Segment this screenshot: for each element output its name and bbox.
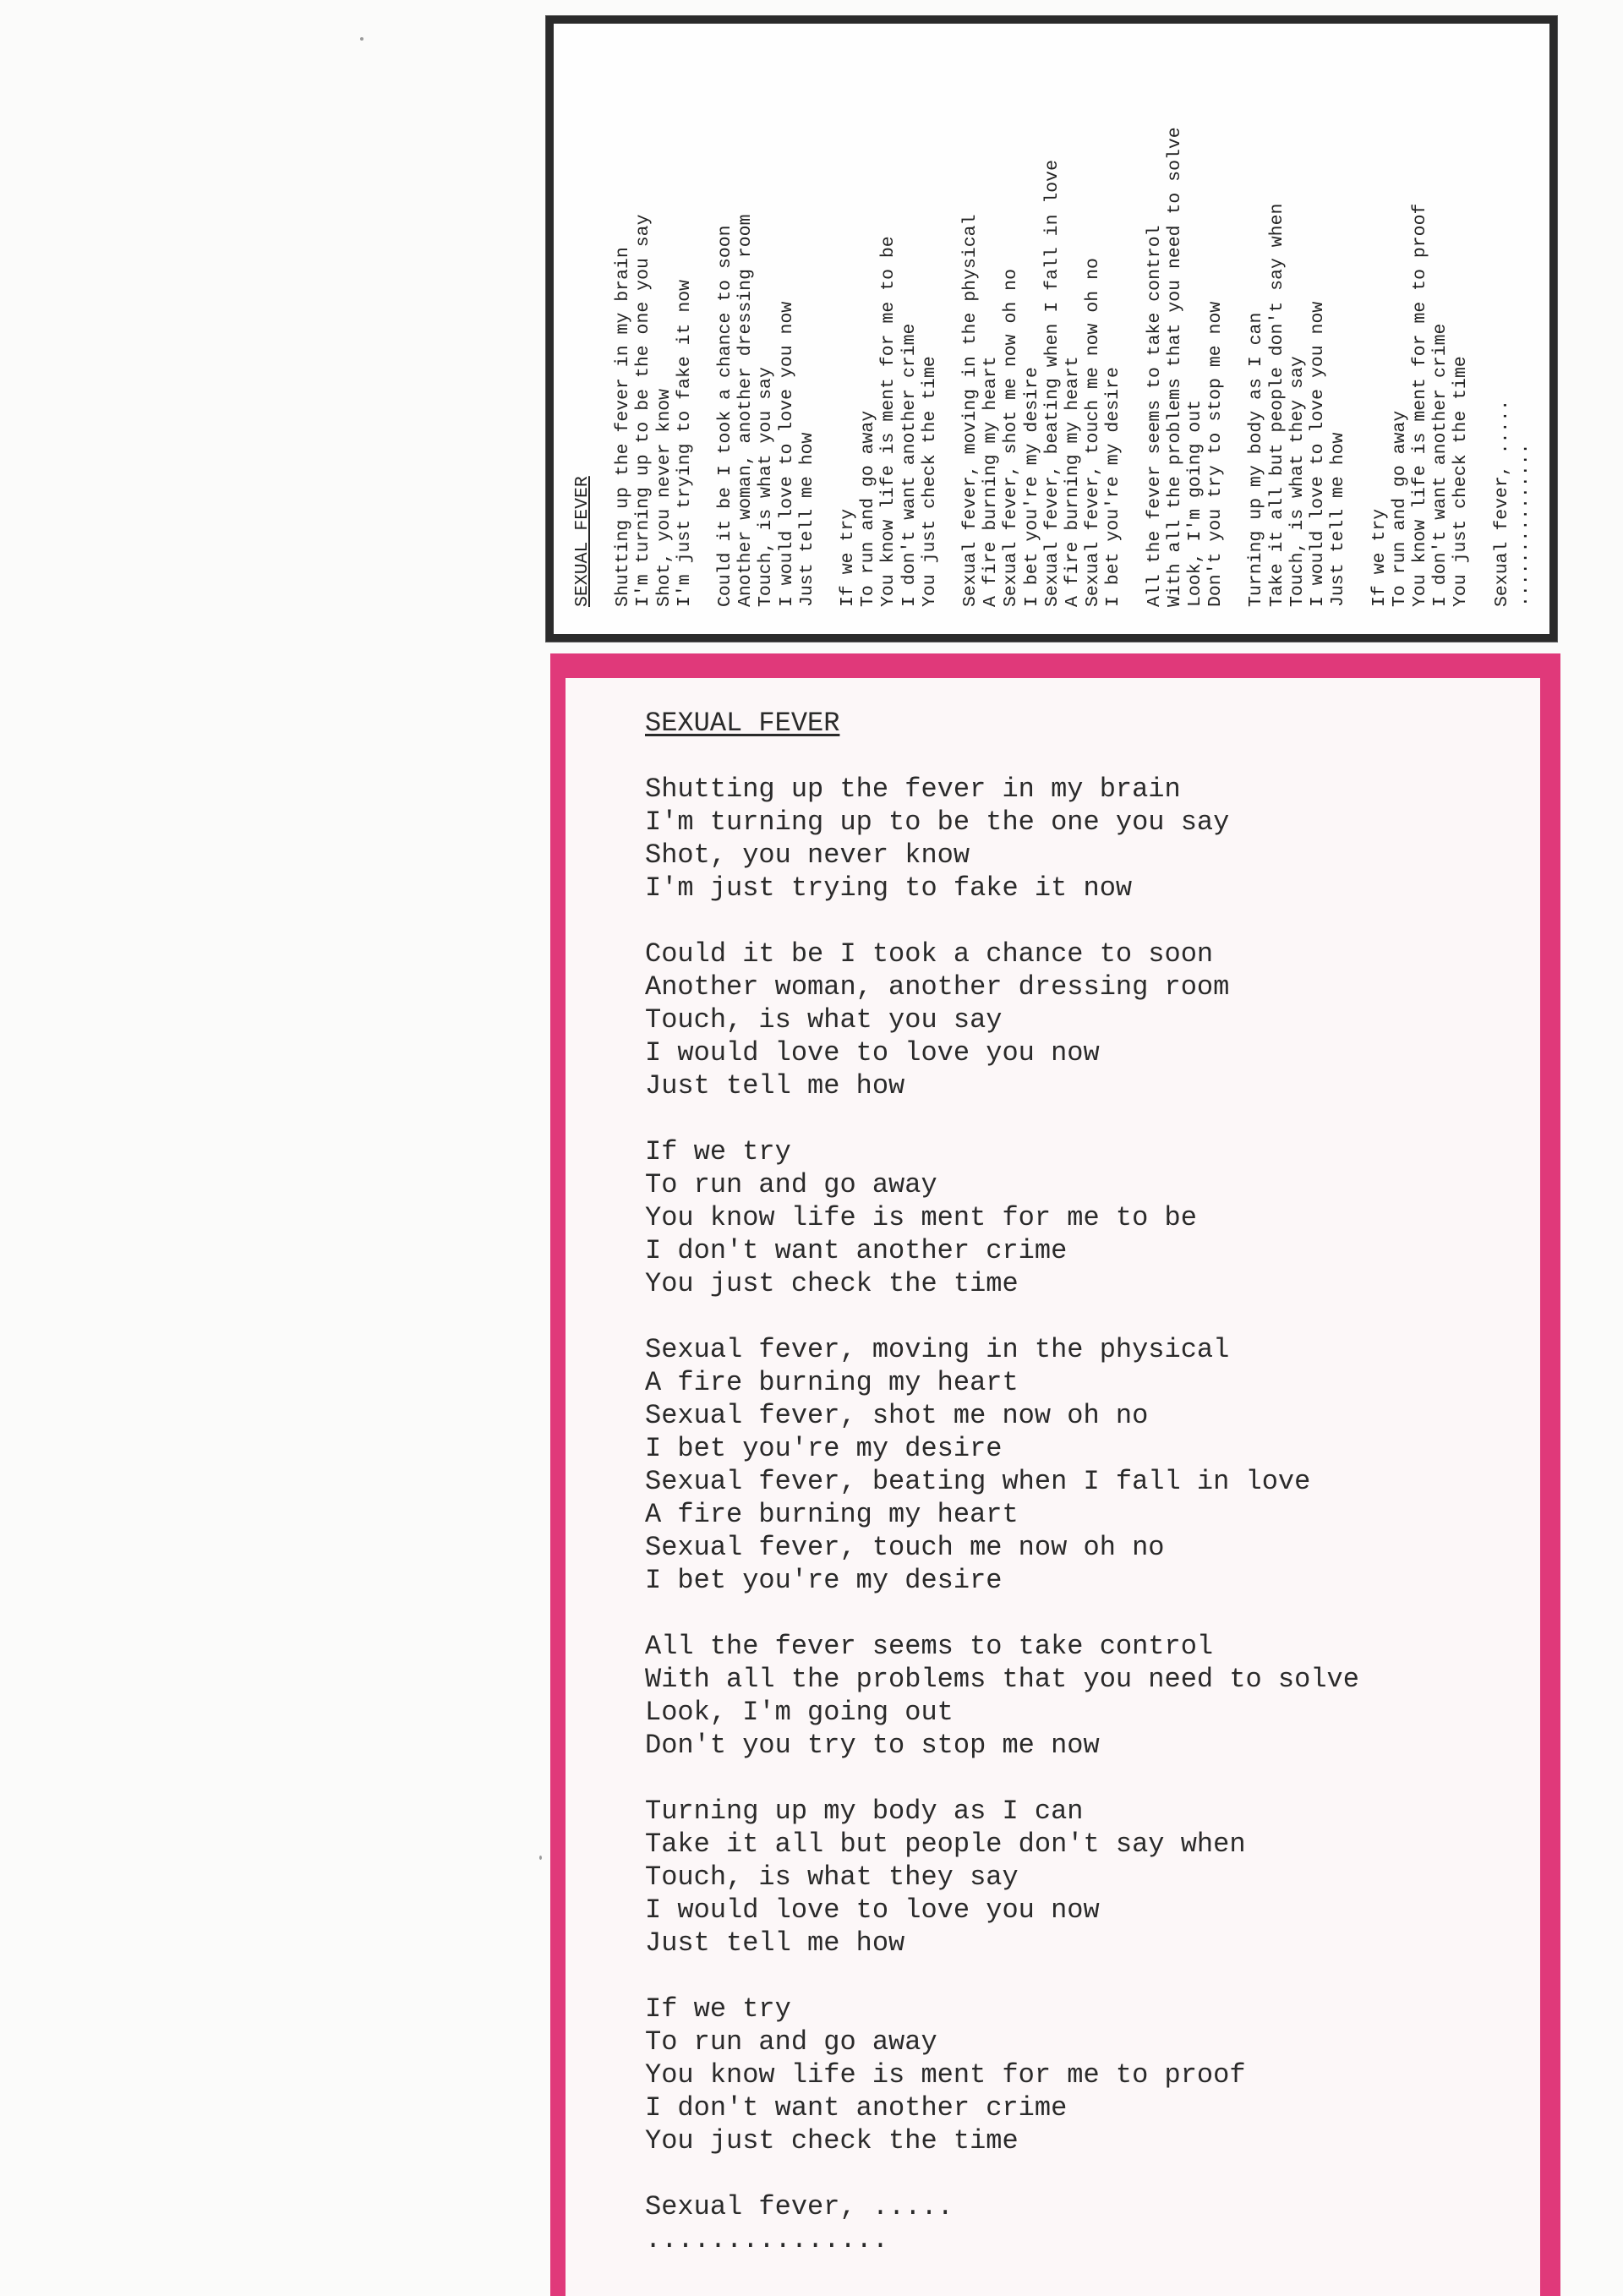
lyric-line: Sexual fever, shot me now oh no: [1001, 269, 1022, 607]
stanza: [645, 1795, 1359, 1960]
lyric-line: Sexual fever, touch me now oh no: [1083, 258, 1104, 607]
small-sheet-title: SEXUAL FEVER: [572, 476, 593, 607]
lyric-line: Just tell me how: [1328, 432, 1349, 607]
lyric-line: Just tell me how: [645, 1070, 905, 1102]
small-lyric-sheet: [546, 16, 1557, 642]
lyric-line: You know life is ment for me to be: [878, 236, 899, 607]
lyric-line: Look, I'm going out: [645, 1697, 954, 1728]
lyric-line: You just check the time: [919, 356, 940, 607]
lyric-line: Touch, is what you say: [645, 1004, 1003, 1036]
lyric-line: You just check the time: [645, 1268, 1019, 1299]
lyric-line: Shot, you never know: [645, 839, 970, 871]
lyric-line: Take it all but people don't say when: [645, 1829, 1246, 1860]
lyric-line: Shutting up the fever in my brain: [645, 774, 1181, 805]
lyric-line: ...............: [645, 2224, 889, 2255]
lyric-line: I would love to love you now: [776, 301, 797, 607]
stanza: [1145, 49, 1227, 607]
stanza: [645, 2190, 1359, 2256]
lyric-line: You just check the time: [645, 2125, 1019, 2157]
lyric-line: All the fever seems to take control: [645, 1631, 1214, 1662]
lyric-line: I bet you're my desire: [1021, 367, 1042, 607]
lyric-line: Turning up my body as I can: [645, 1796, 1084, 1827]
lyric-line: You know life is ment for me to proof: [645, 2059, 1246, 2091]
stanza: [960, 49, 1124, 607]
lyric-line: Sexual fever, beating when I fall in love: [1041, 160, 1063, 607]
lyric-line: With all the problems that you need to solve: [1164, 127, 1185, 607]
stanza: [1246, 49, 1348, 607]
stanza: [645, 1135, 1359, 1300]
lyric-line: Shot, you never know: [653, 388, 675, 607]
stanza: [613, 49, 695, 607]
lyric-line: Don't you try to stop me now: [645, 1730, 1100, 1761]
stanza: [645, 938, 1359, 1102]
lyric-line: Could it be I took a chance to soon: [645, 938, 1214, 970]
stanza: [838, 49, 940, 607]
lyric-line: Sexual fever, beating when I fall in love: [645, 1466, 1311, 1497]
lyric-line: I bet you're my desire: [645, 1433, 1003, 1464]
lyric-line: If we try: [645, 1993, 791, 2025]
lyric-line: Could it be I took a chance to soon: [715, 225, 736, 607]
lyric-line: A fire burning my heart: [981, 356, 1002, 607]
lyric-line: A fire burning my heart: [1063, 356, 1084, 607]
lyric-line: All the fever seems to take control: [1144, 225, 1165, 607]
lyric-line: Another woman, another dressing room: [645, 971, 1230, 1003]
lyric-line: Sexual fever, moving in the physical: [645, 1334, 1230, 1365]
lyric-line: ...............: [1511, 443, 1533, 607]
lyric-line: If we try: [838, 508, 859, 607]
lyric-line: Look, I'm going out: [1185, 399, 1206, 607]
lyric-line: You know life is ment for me to be: [645, 1202, 1197, 1233]
stanza: [1369, 49, 1472, 607]
lyric-line: If we try: [645, 1136, 791, 1167]
lyric-line: I'm just trying to fake it now: [645, 872, 1133, 904]
dust-speck: [539, 1856, 542, 1860]
lyric-line: I don't want another crime: [645, 2092, 1068, 2124]
lyric-line: Sexual fever, moving in the physical: [960, 214, 981, 607]
lyric-line: I would love to love you now: [645, 1037, 1100, 1069]
lyric-line: Shutting up the fever in my brain: [613, 247, 634, 607]
dust-speck: [360, 37, 363, 41]
lyric-line: I don't want another crime: [899, 323, 920, 607]
stanza: [715, 49, 817, 607]
small-sheet-stanzas: [613, 49, 1533, 607]
lyric-line: I'm turning up to be the one you say: [645, 806, 1230, 838]
stanza: [645, 773, 1359, 905]
lyric-line: Don't you try to stop me now: [1205, 301, 1227, 607]
large-sheet-paper: [566, 678, 1540, 2296]
lyric-line: I'm just trying to fake it now: [674, 279, 695, 607]
lyric-line: With all the problems that you need to solve: [645, 1664, 1359, 1695]
lyric-line: If we try: [1369, 508, 1390, 607]
lyric-line: To run and go away: [1389, 410, 1410, 607]
lyric-line: Touch, is what they say: [645, 1861, 1019, 1893]
lyric-line: I would love to love you now: [1308, 301, 1329, 607]
lyric-line: To run and go away: [645, 1169, 937, 1200]
lyric-line: I don't want another crime: [645, 1235, 1068, 1266]
lyric-line: A fire burning my heart: [645, 1499, 1019, 1530]
lyric-line: Sexual fever, shot me now oh no: [645, 1400, 1149, 1431]
lyric-line: I don't want another crime: [1430, 323, 1451, 607]
lyric-line: To run and go away: [645, 2026, 937, 2058]
stanza: [645, 1333, 1359, 1597]
lyric-line: Touch, is what they say: [1287, 356, 1308, 607]
large-lyric-sheet: [550, 653, 1560, 2296]
lyric-line: Take it all but people don't say when: [1266, 203, 1287, 607]
lyric-line: I would love to love you now: [645, 1894, 1100, 1926]
lyric-line: Sexual fever, .....: [645, 2191, 954, 2222]
lyric-line: Touch, is what you say: [756, 367, 777, 607]
lyric-line: Just tell me how: [645, 1927, 905, 1959]
lyric-line: Just tell me how: [796, 432, 817, 607]
rotated-lyric-block: [572, 49, 1544, 607]
lyric-line: Sexual fever, touch me now oh no: [645, 1532, 1165, 1563]
lyric-line: To run and go away: [858, 410, 879, 607]
large-sheet-stanzas: [645, 773, 1359, 2256]
lyric-line: Another woman, another dressing room: [735, 214, 757, 607]
lyric-line: I bet you're my desire: [645, 1565, 1003, 1596]
stanza: [645, 1993, 1359, 2157]
lyric-line: Turning up my body as I can: [1246, 312, 1267, 607]
large-sheet-title: SEXUAL FEVER: [645, 708, 840, 739]
lyric-line: You know life is ment for me to proof: [1409, 203, 1430, 607]
lyric-line: I bet you're my desire: [1103, 367, 1124, 607]
large-lyric-block: [645, 707, 1359, 2289]
lyric-line: Sexual fever, .....: [1491, 399, 1512, 607]
stanza: [1492, 49, 1533, 607]
lyric-line: You just check the time: [1451, 356, 1472, 607]
lyric-line: I'm turning up to be the one you say: [633, 214, 654, 607]
lyric-line: A fire burning my heart: [645, 1367, 1019, 1398]
stanza: [645, 1630, 1359, 1762]
